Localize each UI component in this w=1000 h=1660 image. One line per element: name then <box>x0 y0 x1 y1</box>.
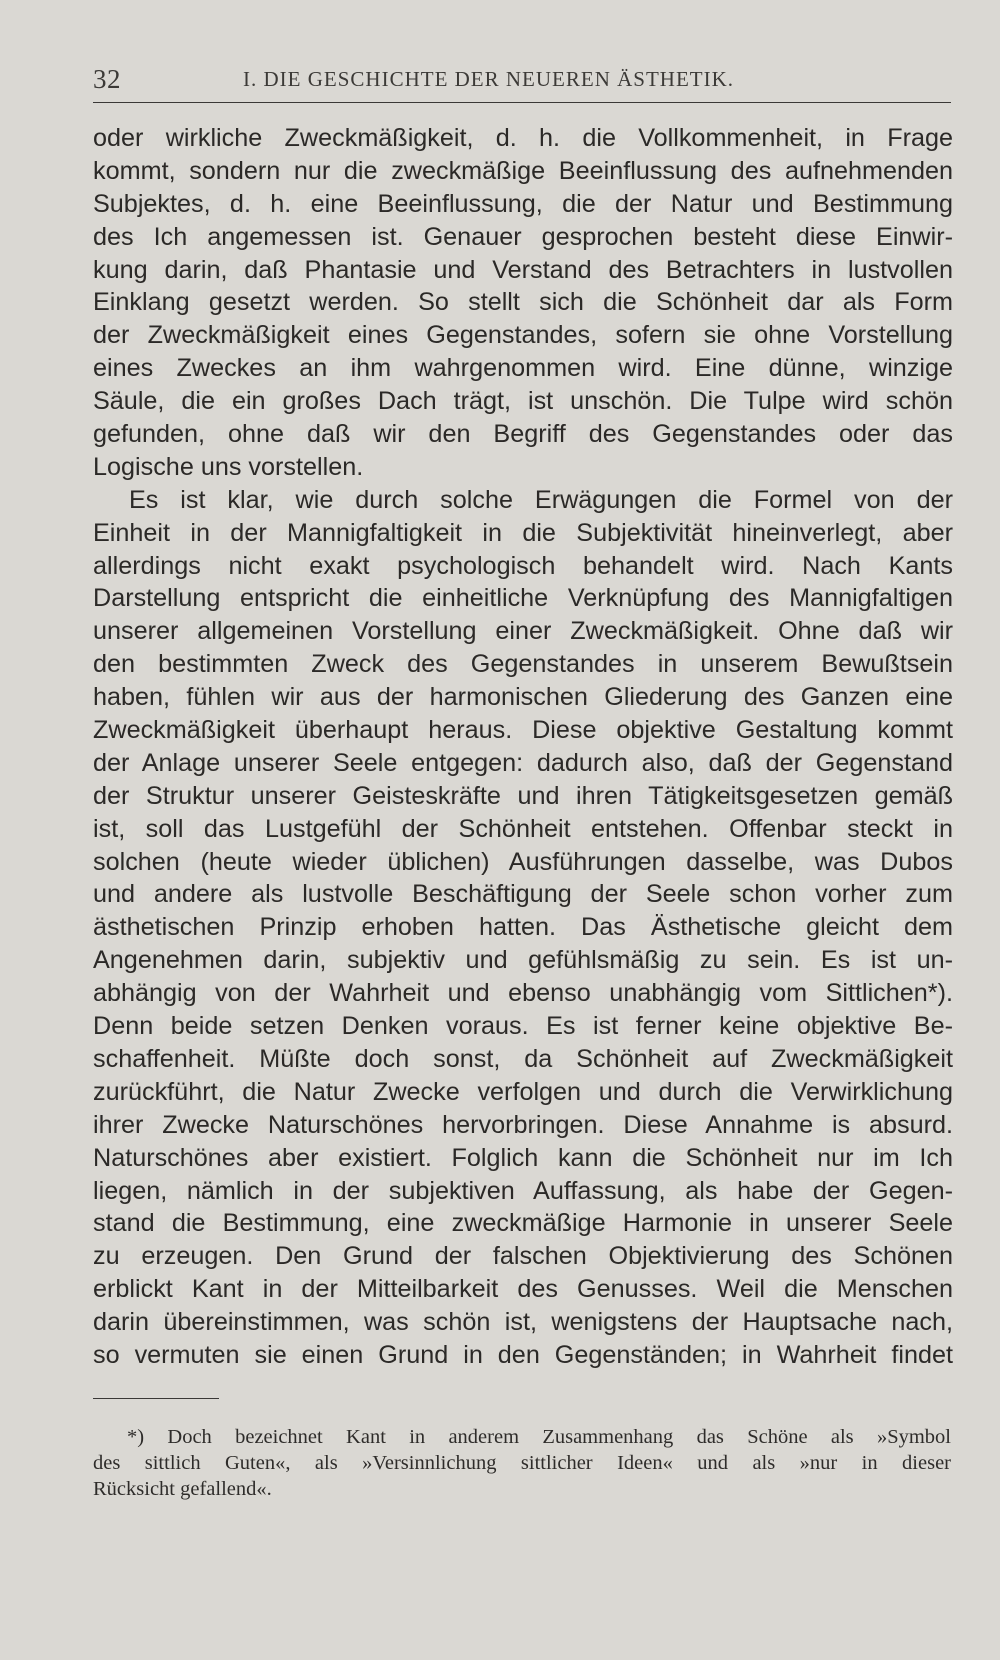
text-line: des Ich angemessen ist. Genauer gesprochen besteht diese Einwir- <box>93 222 953 251</box>
footnote <box>93 1424 951 1502</box>
text-line: Einklang gesetzt werden. So stellt sich die Schönheit dar als Form <box>93 288 953 317</box>
text-line: kommt, sondern nur die zweckmäßige Beeinflussung des aufnehmenden <box>93 156 953 185</box>
body-text <box>93 122 953 1372</box>
footnote-line: des sittlich Guten«, als »Versinnlichung sittlicher Ideen« und als »nur in dieser <box>93 1452 951 1474</box>
text-line: solchen (heute wieder üblichen) Ausführungen dasselbe, was Dubos <box>93 847 953 876</box>
text-line: so vermuten sie einen Grund in den Gegenständen; in Wahrheit findet <box>93 1340 953 1369</box>
footnote-line: Rücksicht gefallend«. <box>93 1478 272 1500</box>
text-line: kung darin, daß Phantasie und Verstand des Betrachters in lustvollen <box>93 255 953 284</box>
paragraph-start-line: Es ist klar, wie durch solche Erwägungen die Formel von der <box>129 485 953 514</box>
footnote-divider <box>93 1398 219 1399</box>
text-line: ihrer Zwecke Naturschönes hervorbringen. Diese Annahme is absurd. <box>93 1110 953 1139</box>
text-line: und andere als lustvolle Beschäftigung der Seele schon vorher zum <box>93 880 953 909</box>
text-line: darin übereinstimmen, was schön ist, wenigstens der Hauptsache nach, <box>93 1308 953 1337</box>
text-line: Zweckmäßigkeit überhaupt heraus. Diese objektive Gestaltung kommt <box>93 716 953 745</box>
text-line: der Anlage unserer Seele entgegen: dadurch also, daß der Gegenstand <box>93 748 953 777</box>
text-line: der Zweckmäßigkeit eines Gegenstandes, sofern sie ohne Vorstellung <box>93 321 953 350</box>
text-line: gefunden, ohne daß wir den Begriff des Gegenstandes oder das <box>93 420 953 449</box>
text-line: Denn beide setzen Denken voraus. Es ist ferner keine objektive Be- <box>93 1012 953 1041</box>
text-line: liegen, nämlich in der subjektiven Auffassung, als habe der Gegen- <box>93 1176 953 1205</box>
text-line: unserer allgemeinen Vorstellung einer Zweckmäßigkeit. Ohne daß wir <box>93 617 953 646</box>
footnote-line: *) Doch bezeichnet Kant in anderem Zusammenhang das Schöne als »Symbol <box>127 1426 951 1448</box>
text-line: stand die Bestimmung, eine zweckmäßige Harmonie in unserer Seele <box>93 1209 953 1238</box>
text-line: Einheit in der Mannigfaltigkeit in die Subjektivität hineinverlegt, aber <box>93 518 953 547</box>
text-line: Logische uns vorstellen. <box>93 452 364 481</box>
text-line: eines Zweckes an ihm wahrgenommen wird. Eine dünne, winzige <box>93 354 953 383</box>
text-line: oder wirkliche Zweckmäßigkeit, d. h. die Vollkommenheit, in Frage <box>93 124 953 152</box>
text-line: den bestimmten Zweck des Gegenstandes in unserem Bewußtsein <box>93 650 953 679</box>
text-line: zu erzeugen. Den Grund der falschen Objektivierung des Schönen <box>93 1242 953 1271</box>
text-line: Säule, die ein großes Dach trägt, ist unschön. Die Tulpe wird schön <box>93 387 953 416</box>
text-line: Angenehmen darin, subjektiv und gefühlsmäßig zu sein. Es ist un- <box>93 946 953 975</box>
page-header <box>93 64 951 103</box>
text-line: schaffenheit. Müßte doch sonst, da Schönheit auf Zweckmäßigkeit <box>93 1044 953 1073</box>
text-line: allerdings nicht exakt psychologisch behandelt wird. Nach Kants <box>93 551 953 580</box>
text-line: Darstellung entspricht die einheitliche Verknüpfung des Mannigfaltigen <box>93 584 953 613</box>
text-line: zurückführt, die Natur Zwecke verfolgen und durch die Verwirklichung <box>93 1077 953 1106</box>
text-line: abhängig von der Wahrheit und ebenso unabhängig vom Sittlichen*). <box>93 979 953 1008</box>
text-line: Subjektes, d. h. eine Beeinflussung, die der Natur und Bestimmung <box>93 189 953 218</box>
page-number: 32 <box>93 64 121 94</box>
text-line: ist, soll das Lustgefühl der Schönheit entstehen. Offenbar steckt in <box>93 814 953 843</box>
running-head: I. DIE GESCHICHTE DER NEUEREN ÄSTHETIK. <box>243 67 735 91</box>
text-line: haben, fühlen wir aus der harmonischen Gliederung des Ganzen eine <box>93 683 953 712</box>
text-line: erblickt Kant in der Mitteilbarkeit des Genusses. Weil die Menschen <box>93 1275 953 1304</box>
text-line: der Struktur unserer Geisteskräfte und ihren Tätigkeitsgesetzen gemäß <box>93 781 953 810</box>
text-line: Naturschönes aber existiert. Folglich kann die Schönheit nur im Ich <box>93 1143 953 1172</box>
text-line: ästhetischen Prinzip erhoben hatten. Das Ästhetische gleicht dem <box>93 913 953 942</box>
